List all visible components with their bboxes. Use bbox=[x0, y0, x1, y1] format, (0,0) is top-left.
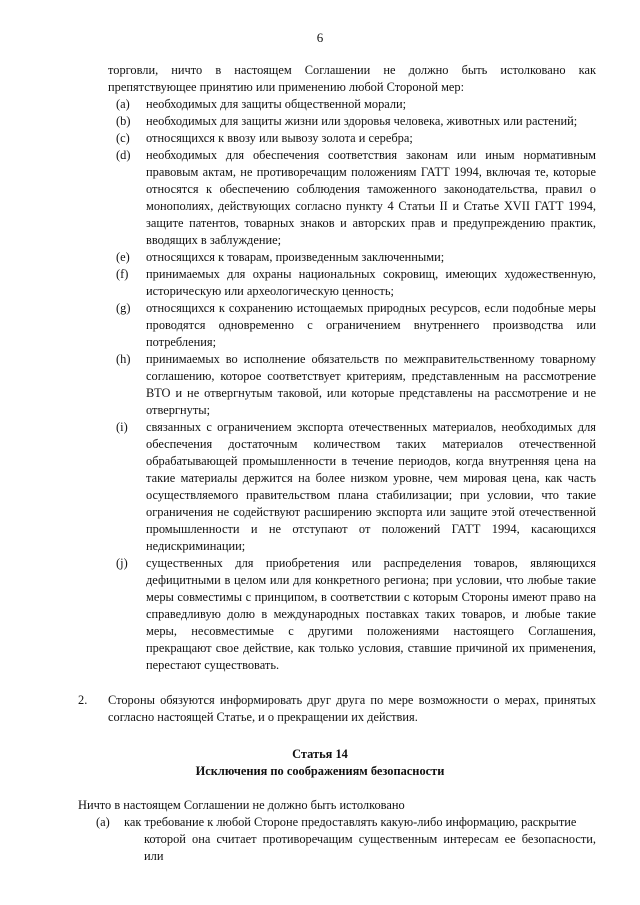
article-intro: Ничто в настоящем Соглашении не должно быть истолковано bbox=[78, 798, 405, 812]
list-item-text: существенных для приобретения или распределения товаров, являющихся дефицитными в целом или для конкретного региона; при условии, что любые такие меры совместимы с принципом, в соответствии с которым Стороны имеют право на справедливую долю в международных поставках таких товаров, и любые такие меры, несовместимые с другими положениями настоящего Соглашения, прекращают свое действие, как только условия, ставшие причиной их применения, перестают существовать. bbox=[146, 556, 596, 672]
list-item bbox=[0, 351, 640, 419]
list-item bbox=[0, 96, 640, 113]
list-item bbox=[0, 555, 640, 674]
page-number: 6 bbox=[316, 30, 324, 45]
list-item-text: принимаемых для охраны национальных сокровищ, имеющих художественную, историческую или археологическую ценность; bbox=[146, 267, 596, 298]
article-sub-item bbox=[0, 814, 640, 865]
list-item-letter: (h) bbox=[116, 352, 131, 366]
paragraph-2 bbox=[0, 692, 640, 726]
sub-item-letter: (a) bbox=[96, 815, 110, 829]
list-item-letter: (f) bbox=[116, 267, 129, 281]
list-item-text: необходимых для обеспечения соответствия законам или иным нормативным правовым актам, не противоречащим положениям ГАТТ 1994, включая те, которые относятся к обеспечению соблюдения таможенного законодательства, правил о монополиях, действующих согласно пункту 4 Статьи II и Статье XVII ГАТТ 1994, защите патентов, товарных знаков и авторских прав и предупреждению практик, вводящих в заблуждение; bbox=[146, 148, 596, 247]
exceptions-list bbox=[0, 96, 640, 674]
list-item-text: связанных с ограничением экспорта отечественных материалов, необходимых для обеспечения достаточным количеством таких материалов отечественной обрабатывающей промышленности в течение периодов, когда внутренняя цена на такие материалы держится на более низком уровне, чем мировая цена, как часть осуществляемого правительством плана стабилизации; при условии, что такие ограничения не содействуют расширению экспорта или защите этой отечественной промышленности и не отступают от положений ГАТТ 1994, касающихся недискриминации; bbox=[146, 420, 596, 553]
list-item-text: необходимых для защиты жизни или здоровья человека, животных или растений; bbox=[146, 114, 578, 128]
list-item-letter: (j) bbox=[116, 556, 128, 570]
list-item-text: необходимых для защиты общественной морали; bbox=[146, 97, 407, 111]
lead-paragraph: торговли, ничто в настоящем Соглашении не должно быть истолковано как препятствующее принятию или применению любой Стороной мер: bbox=[108, 63, 596, 94]
list-item-letter: (d) bbox=[116, 148, 131, 162]
paragraph-number: 2. bbox=[78, 693, 88, 707]
list-item bbox=[0, 266, 640, 300]
list-item-text: относящихся к ввозу или вывозу золота и серебра; bbox=[146, 131, 413, 145]
sub-item-text bbox=[124, 814, 596, 865]
list-item-letter: (c) bbox=[116, 131, 130, 145]
list-item-text: относящихся к сохранению истощаемых природных ресурсов, если подобные меры проводятся одновременно с ограничением внутреннего производства или потребления; bbox=[146, 301, 596, 349]
paragraph-text: Стороны обязуются информировать друг друга по мере возможности о мерах, принятых согласно настоящей Статье, и о прекращении их действия. bbox=[108, 693, 596, 724]
article-title: Статья 14 bbox=[292, 747, 348, 761]
article-subtitle: Исключения по соображениям безопасности bbox=[195, 764, 445, 778]
list-item-letter: (e) bbox=[116, 250, 130, 264]
list-item bbox=[0, 130, 640, 147]
sub-item-line-2: которой она считает противоречащим существенным интересам ее безопасности, или bbox=[144, 832, 596, 863]
list-item bbox=[0, 147, 640, 249]
list-item bbox=[0, 249, 640, 266]
list-item bbox=[0, 419, 640, 555]
list-item-letter: (g) bbox=[116, 301, 131, 315]
list-item-letter: (i) bbox=[116, 420, 128, 434]
list-item-text: относящихся к товарам, произведенным заключенными; bbox=[146, 250, 445, 264]
list-item bbox=[0, 113, 640, 130]
sub-item-line-1: как требование к любой Стороне предоставлять какую-либо информацию, раскрытие bbox=[124, 815, 577, 829]
list-item-letter: (a) bbox=[116, 97, 130, 111]
list-item-text: принимаемых во исполнение обязательств по межправительственному товарному соглашению, которое соответствует критериям, представленным на рассмотрение ВТО и не отвергнутым таковой, или которые представлены на рассмотрение и не отвергнуты; bbox=[146, 352, 596, 417]
list-item-letter: (b) bbox=[116, 114, 131, 128]
list-item bbox=[0, 300, 640, 351]
